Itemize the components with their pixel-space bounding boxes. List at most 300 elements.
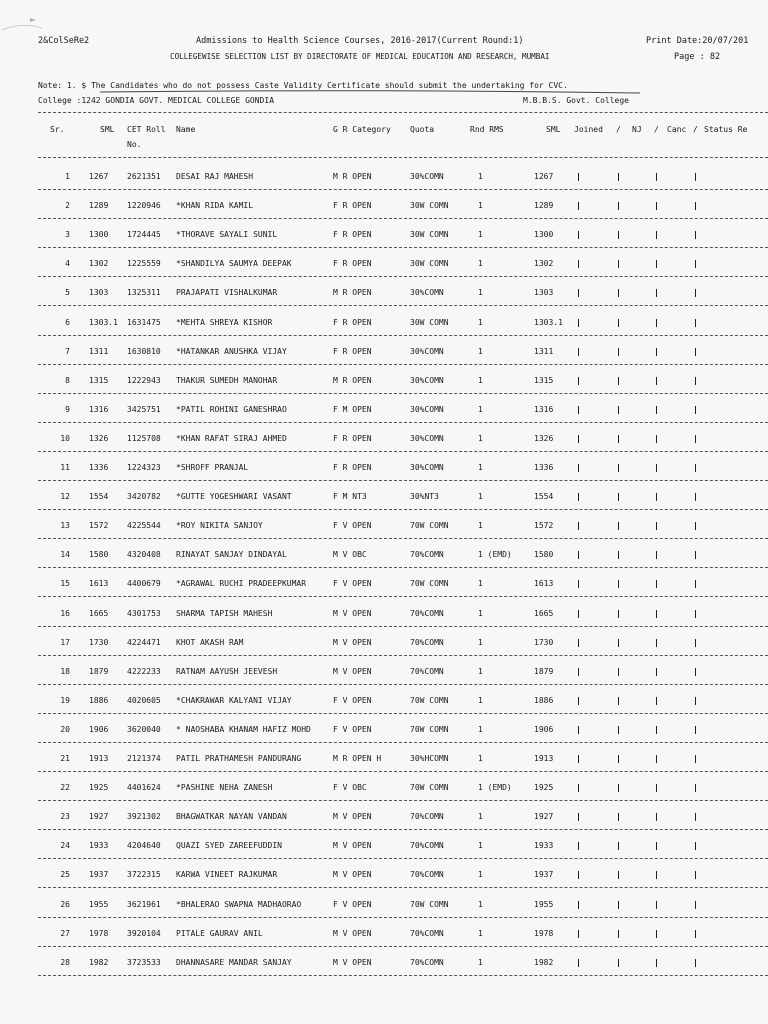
row-sr: 2 [65, 201, 70, 211]
row-sml: 1300 [89, 230, 109, 240]
row-cet-roll: 4225544 [127, 521, 161, 531]
col-nj: NJ [632, 125, 642, 134]
status-separator [578, 522, 579, 530]
row-gr-category: M V OPEN [333, 666, 372, 676]
row-cet-roll: 3620040 [127, 724, 161, 734]
row-cet-roll: 1224323 [127, 463, 161, 472]
row-cet-roll: 4320408 [127, 550, 161, 560]
row-cet-roll: 2621351 [127, 172, 161, 181]
row-divider [38, 742, 768, 743]
row-cet-roll: 4020605 [127, 695, 161, 705]
row-sml2: 1326 [534, 433, 554, 443]
row-name: *MEHTA SHREYA KISHOR [176, 317, 273, 327]
row-cet-roll: 1222943 [127, 375, 161, 385]
row-sml: 1572 [89, 521, 109, 531]
status-separator [656, 319, 657, 327]
status-separator [618, 202, 619, 210]
status-separator [618, 289, 619, 297]
status-separator [578, 173, 579, 181]
row-divider [38, 655, 768, 656]
row-divider [38, 509, 768, 510]
row-quota: 70%COMN [410, 957, 444, 967]
status-separator [656, 930, 657, 938]
status-separator [578, 901, 579, 909]
row-gr-category: F R OPEN [333, 259, 372, 269]
row-sml: 1311 [89, 346, 109, 356]
status-separator [695, 639, 696, 647]
row-sml: 1289 [89, 201, 109, 211]
status-separator [656, 464, 657, 472]
row-gr-category: F V OPEN [333, 724, 372, 734]
row-cet-roll: 1325311 [127, 288, 161, 298]
row-name: *THORAVE SAYALI SUNIL [176, 230, 278, 240]
row-sml: 1665 [89, 608, 109, 618]
row-sml2: 1955 [534, 899, 554, 909]
status-separator [578, 289, 579, 297]
row-divider [38, 335, 768, 336]
row-name: * NAOSHABA KHANAM HAFIZ MOHD [176, 724, 311, 734]
row-rnd-rms: 1 [478, 346, 483, 356]
row-sml: 1879 [89, 666, 109, 676]
row-cet-roll: 4301753 [127, 608, 161, 618]
row-rnd-rms: 1 [478, 637, 483, 647]
row-name: *SHROFF PRANJAL [176, 463, 249, 472]
row-sml2: 1315 [534, 375, 554, 385]
row-sml: 1303 [89, 288, 109, 298]
status-separator [618, 260, 619, 268]
status-separator [578, 842, 579, 850]
row-divider [38, 393, 768, 394]
status-separator [618, 668, 619, 676]
status-separator [695, 668, 696, 676]
row-sml2: 1982 [534, 957, 554, 967]
row-sml2: 1580 [534, 550, 554, 560]
row-rnd-rms: 1 [478, 521, 483, 531]
status-separator [656, 493, 657, 501]
status-separator [618, 697, 619, 705]
row-rnd-rms: 1 (EMD) [478, 783, 512, 793]
row-quota: 30%COMN [410, 433, 444, 443]
table-row [0, 220, 768, 249]
row-name: PRAJAPATI VISHALKUMAR [176, 288, 278, 298]
status-separator [656, 697, 657, 705]
status-separator [578, 202, 579, 210]
row-rnd-rms: 1 [478, 230, 483, 240]
row-gr-category: M R OPEN H [333, 754, 382, 763]
row-gr-category: M R OPEN [333, 375, 372, 385]
row-sml: 1927 [89, 812, 109, 822]
header-rule-bottom [38, 157, 768, 158]
row-quota: 30%NT3 [410, 492, 439, 502]
table-row [0, 860, 768, 889]
row-cet-roll: 4224471 [127, 637, 161, 647]
row-sml2: 1906 [534, 724, 554, 734]
row-gr-category: F V OPEN [333, 579, 372, 589]
table-row [0, 424, 768, 453]
row-sml2: 1978 [534, 928, 554, 938]
row-quota: 30%COMN [410, 375, 444, 385]
row-gr-category: F R OPEN [333, 346, 372, 356]
row-sr: 16 [60, 608, 70, 618]
row-sml2: 1311 [534, 346, 554, 356]
row-rnd-rms: 1 [478, 870, 483, 880]
table-row [0, 191, 768, 220]
row-divider [38, 917, 768, 918]
status-separator [618, 639, 619, 647]
row-cet-roll: 1225559 [127, 259, 161, 269]
status-separator [618, 784, 619, 792]
row-divider [38, 771, 768, 772]
status-separator [618, 406, 619, 414]
status-separator [695, 202, 696, 210]
row-gr-category: F V OPEN [333, 899, 372, 909]
row-sml2: 1303.1 [534, 317, 563, 327]
row-name: *ROY NIKITA SANJOY [176, 521, 263, 531]
status-separator [695, 406, 696, 414]
col-canc: Canc [667, 125, 687, 134]
col-gr-category: G R Category [333, 125, 391, 134]
status-separator [578, 871, 579, 879]
row-name: RATNAM AAYUSH JEEVESH [176, 666, 278, 676]
row-sml: 1316 [89, 404, 109, 414]
table-row [0, 599, 768, 628]
row-name: QUAZI SYED ZAREEFUDDIN [176, 841, 282, 851]
row-rnd-rms: 1 [478, 666, 483, 676]
header-rule-top [38, 112, 768, 113]
row-name: PITALE GAURAV ANIL [176, 928, 263, 938]
status-separator [618, 959, 619, 967]
status-separator [578, 610, 579, 618]
row-sml: 1955 [89, 899, 109, 909]
status-separator [695, 930, 696, 938]
row-sr: 22 [60, 783, 70, 793]
status-separator [695, 959, 696, 967]
status-separator [578, 813, 579, 821]
report-title: Admissions to Health Science Courses, 2016-2017(Current Round:1) [196, 36, 524, 46]
row-divider [38, 800, 768, 801]
status-separator [656, 406, 657, 414]
row-name: *PASHINE NEHA ZANESH [176, 783, 273, 793]
row-gr-category: M V OPEN [333, 870, 372, 880]
row-sml2: 1572 [534, 521, 554, 531]
row-divider [38, 305, 768, 306]
row-gr-category: F V OPEN [333, 695, 372, 705]
table-row [0, 831, 768, 860]
status-separator [695, 755, 696, 763]
row-name: *SHANDILYA SAUMYA DEEPAK [176, 259, 292, 269]
row-sml: 1315 [89, 375, 109, 385]
status-separator [695, 289, 696, 297]
row-sml2: 1267 [534, 172, 554, 181]
status-separator [618, 348, 619, 356]
row-gr-category: M V OPEN [333, 928, 372, 938]
status-separator [618, 901, 619, 909]
row-sml2: 1336 [534, 463, 554, 472]
status-separator [656, 755, 657, 763]
row-sml2: 1925 [534, 783, 554, 793]
status-separator [695, 901, 696, 909]
row-cet-roll: 3420782 [127, 492, 161, 502]
row-gr-category: M R OPEN [333, 172, 372, 181]
row-sml: 1937 [89, 870, 109, 880]
status-separator [695, 493, 696, 501]
row-sml2: 1886 [534, 695, 554, 705]
status-separator [578, 580, 579, 588]
row-sr: 10 [60, 433, 70, 443]
col-slash-3: / [693, 125, 698, 134]
status-separator [578, 551, 579, 559]
row-cet-roll: 3722315 [127, 870, 161, 880]
row-rnd-rms: 1 [478, 928, 483, 938]
col-sr: Sr. [50, 125, 65, 134]
status-separator [618, 930, 619, 938]
row-sr: 24 [60, 841, 70, 851]
row-cet-roll: 4400679 [127, 579, 161, 589]
row-sml: 1925 [89, 783, 109, 793]
row-name: *KHAN RAFAT SIRAJ AHMED [176, 433, 287, 443]
row-name: RINAYAT SANJAY DINDAYAL [176, 550, 287, 560]
print-date: Print Date:20/07/201 [646, 36, 749, 46]
row-rnd-rms: 1 (EMD) [478, 550, 512, 560]
row-sr: 12 [60, 492, 70, 502]
col-quota: Quota [410, 125, 435, 134]
row-sr: 6 [65, 317, 70, 327]
row-quota: 70%COMN [410, 637, 444, 647]
status-separator [618, 551, 619, 559]
status-separator [656, 726, 657, 734]
row-sml: 1913 [89, 754, 109, 763]
row-cet-roll: 1630810 [127, 346, 161, 356]
table-row [0, 482, 768, 511]
row-sml2: 1730 [534, 637, 554, 647]
row-gr-category: M V OPEN [333, 957, 372, 967]
status-separator [578, 464, 579, 472]
page-number: Page : 82 [674, 52, 721, 62]
col-rnd-rms: Rnd RMS [470, 125, 504, 134]
col-name: Name [176, 125, 196, 134]
scan-mark-icon [0, 0, 60, 40]
table-row [0, 744, 768, 773]
status-separator [578, 319, 579, 327]
row-cet-roll: 4204640 [127, 841, 161, 851]
row-rnd-rms: 1 [478, 201, 483, 211]
report-subtitle: COLLEGEWISE SELECTION LIST BY DIRECTORATE OF MEDICAL EDUCATION AND RESEARCH, MUMBAI [170, 52, 550, 61]
row-divider [38, 422, 768, 423]
row-divider [38, 858, 768, 859]
table-row [0, 366, 768, 395]
status-separator [618, 842, 619, 850]
row-sml2: 1554 [534, 492, 554, 502]
row-name: SHARMA TAPISH MAHESH [176, 608, 273, 618]
table-row [0, 802, 768, 831]
table-row [0, 278, 768, 307]
status-separator [618, 726, 619, 734]
row-sr: 26 [60, 899, 70, 909]
row-sml: 1326 [89, 433, 109, 443]
row-divider [38, 887, 768, 888]
table-row [0, 395, 768, 424]
row-name: DHANNASARE MANDAR SANJAY [176, 957, 292, 967]
row-cet-roll: 1724445 [127, 230, 161, 240]
col-sml2: SML [546, 125, 561, 134]
row-divider [38, 829, 768, 830]
status-separator [578, 260, 579, 268]
status-separator [656, 784, 657, 792]
row-sr: 18 [60, 666, 70, 676]
row-quota: 30W COMN [410, 259, 449, 269]
row-divider [38, 276, 768, 277]
row-divider [38, 596, 768, 597]
row-sml2: 1302 [534, 259, 554, 269]
status-separator [618, 871, 619, 879]
row-rnd-rms: 1 [478, 433, 483, 443]
row-sml: 1730 [89, 637, 109, 647]
row-rnd-rms: 1 [478, 463, 483, 472]
status-separator [656, 668, 657, 676]
row-sr: 27 [60, 928, 70, 938]
status-separator [695, 813, 696, 821]
col-cet-roll: CET Roll [127, 125, 166, 134]
row-cet-roll: 1631475 [127, 317, 161, 327]
row-rnd-rms: 1 [478, 375, 483, 385]
status-separator [656, 522, 657, 530]
row-rnd-rms: 1 [478, 754, 483, 763]
status-separator [656, 289, 657, 297]
table-row [0, 569, 768, 598]
row-sml2: 1303 [534, 288, 554, 298]
row-sml: 1267 [89, 172, 109, 181]
status-separator [656, 639, 657, 647]
status-separator [656, 435, 657, 443]
row-sml2: 1300 [534, 230, 554, 240]
row-sr: 1 [65, 172, 70, 181]
row-quota: 30W COMN [410, 317, 449, 327]
note-text: Note: 1. $ The Candidates who do not possess Caste Validity Certificate should submit the undertaking for CVC. [38, 81, 568, 90]
table-row [0, 890, 768, 919]
row-gr-category: F R OPEN [333, 433, 372, 443]
table-row [0, 628, 768, 657]
row-rnd-rms: 1 [478, 259, 483, 269]
table-row [0, 540, 768, 569]
status-separator [695, 784, 696, 792]
status-separator [578, 639, 579, 647]
status-separator [618, 755, 619, 763]
row-sml2: 1665 [534, 608, 554, 618]
row-sml2: 1879 [534, 666, 554, 676]
status-separator [656, 202, 657, 210]
row-sr: 8 [65, 375, 70, 385]
row-quota: 70W COMN [410, 899, 449, 909]
row-sml2: 1289 [534, 201, 554, 211]
row-quota: 30W COMN [410, 201, 449, 211]
row-name: DESAI RAJ MAHESH [176, 172, 254, 181]
row-quota: 30%COMN [410, 346, 444, 356]
row-rnd-rms: 1 [478, 404, 483, 414]
row-quota: 30%COMN [410, 463, 444, 472]
status-separator [578, 231, 579, 239]
status-separator [578, 377, 579, 385]
row-sml: 1302 [89, 259, 109, 269]
row-quota: 30%HCOMN [410, 754, 449, 763]
status-separator [695, 580, 696, 588]
status-separator [618, 319, 619, 327]
status-separator [695, 464, 696, 472]
row-rnd-rms: 1 [478, 288, 483, 298]
row-sml: 1303.1 [89, 317, 118, 327]
row-rnd-rms: 1 [478, 172, 483, 181]
college-info: College :1242 GONDIA GOVT. MEDICAL COLLEGE GONDIA [38, 96, 275, 105]
col-slash-1: / [616, 125, 621, 134]
row-name: *HATANKAR ANUSHKA VIJAY [176, 346, 287, 356]
row-divider [38, 218, 768, 219]
row-sr: 20 [60, 724, 70, 734]
row-name: *AGRAWAL RUCHI PRADEEPKUMAR [176, 579, 307, 589]
row-gr-category: F R OPEN [333, 463, 372, 472]
row-cet-roll: 1125708 [127, 433, 161, 443]
status-separator [578, 435, 579, 443]
status-separator [695, 173, 696, 181]
row-sr: 7 [65, 346, 70, 356]
status-separator [695, 522, 696, 530]
status-separator [695, 231, 696, 239]
status-separator [656, 173, 657, 181]
row-sr: 23 [60, 812, 70, 822]
status-separator [656, 610, 657, 618]
row-sml2: 1913 [534, 754, 554, 763]
row-cet-roll: 2121374 [127, 754, 161, 763]
table-row [0, 453, 768, 482]
row-quota: 70%COMN [410, 666, 444, 676]
status-separator [618, 231, 619, 239]
status-separator [618, 464, 619, 472]
status-separator [695, 377, 696, 385]
status-separator [656, 231, 657, 239]
row-quota: 30%COMN [410, 288, 444, 298]
row-sr: 11 [60, 463, 70, 472]
row-gr-category: F M NT3 [333, 492, 367, 502]
row-rnd-rms: 1 [478, 695, 483, 705]
row-cet-roll: 4401624 [127, 783, 161, 793]
row-cet-roll: 3920104 [127, 928, 161, 938]
row-divider [38, 538, 768, 539]
row-divider [38, 451, 768, 452]
row-rnd-rms: 1 [478, 579, 483, 589]
status-separator [578, 784, 579, 792]
row-rnd-rms: 1 [478, 724, 483, 734]
row-gr-category: M V OPEN [333, 812, 372, 822]
status-separator [656, 348, 657, 356]
col-cet-roll-no: No. [127, 140, 142, 149]
row-quota: 70W COMN [410, 579, 449, 589]
status-separator [695, 697, 696, 705]
row-gr-category: M V OPEN [333, 637, 372, 647]
table-row [0, 773, 768, 802]
row-sml: 1906 [89, 724, 109, 734]
row-sml2: 1927 [534, 812, 554, 822]
table-row [0, 308, 768, 337]
row-rnd-rms: 1 [478, 899, 483, 909]
row-quota: 70W COMN [410, 521, 449, 531]
row-gr-category: M V OBC [333, 550, 367, 560]
row-sml: 1554 [89, 492, 109, 502]
row-name: *GUTTE YOGESHWARI VASANT [176, 492, 292, 502]
row-quota: 70W COMN [410, 724, 449, 734]
row-sml2: 1316 [534, 404, 554, 414]
row-quota: 70%COMN [410, 812, 444, 822]
row-divider [38, 684, 768, 685]
row-rnd-rms: 1 [478, 317, 483, 327]
handwritten-underline [100, 89, 640, 95]
